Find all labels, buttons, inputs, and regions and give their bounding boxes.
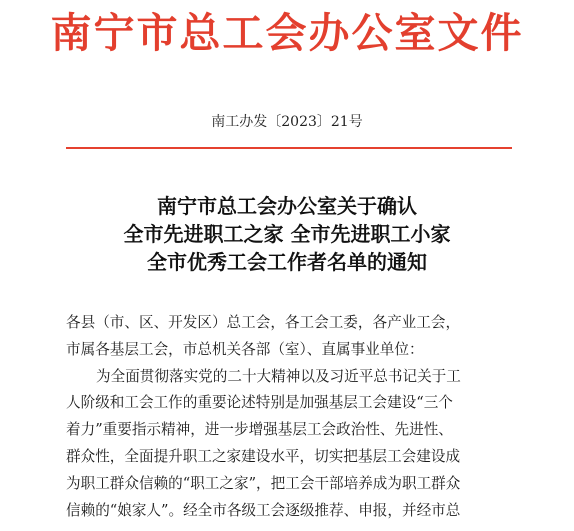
paragraph-line: 人阶级和工会工作的重要论述特别是加强基层工会建设“三个 [66,394,453,412]
title-line-1: 南宁市总工会办公室关于确认 [157,194,417,218]
title-line-3: 全市优秀工会工作者名单的通知 [147,250,427,274]
document-title [0,192,574,276]
document-masthead: 南宁市总工会办公室文件 [50,9,524,57]
document-body [66,310,516,524]
recipients-line-2: 市属各基层工会，市总机关各部（室）、直属事业单位： [66,340,424,358]
recipients-line-1: 各县（市、区、开发区）总工会，各工会工委，各产业工会， [66,314,461,331]
paragraph-line: 信赖的“娘家人”。经全市各级工会逐级推荐、申报，并经市总 [66,501,461,519]
paragraph-line: 着力”重要指示精神，进一步增强基层工会政治性、先进性、 [66,421,453,439]
title-line-2: 全市先进职工之家 全市先进职工小家 [123,222,451,246]
paragraph-line: 为职工群众信赖的“职工之家”，把工会干部培养成为职工群众 [66,474,461,492]
red-divider-line [66,147,512,149]
paragraph-line: 群众性，全面提升职工之家建设水平，切实把基层工会建设成 [66,447,461,465]
document-number: 南工办发〔2023〕21号 [211,114,363,130]
paragraph-line: 为全面贯彻落实党的二十大精神以及习近平总书记关于工 [96,367,461,385]
